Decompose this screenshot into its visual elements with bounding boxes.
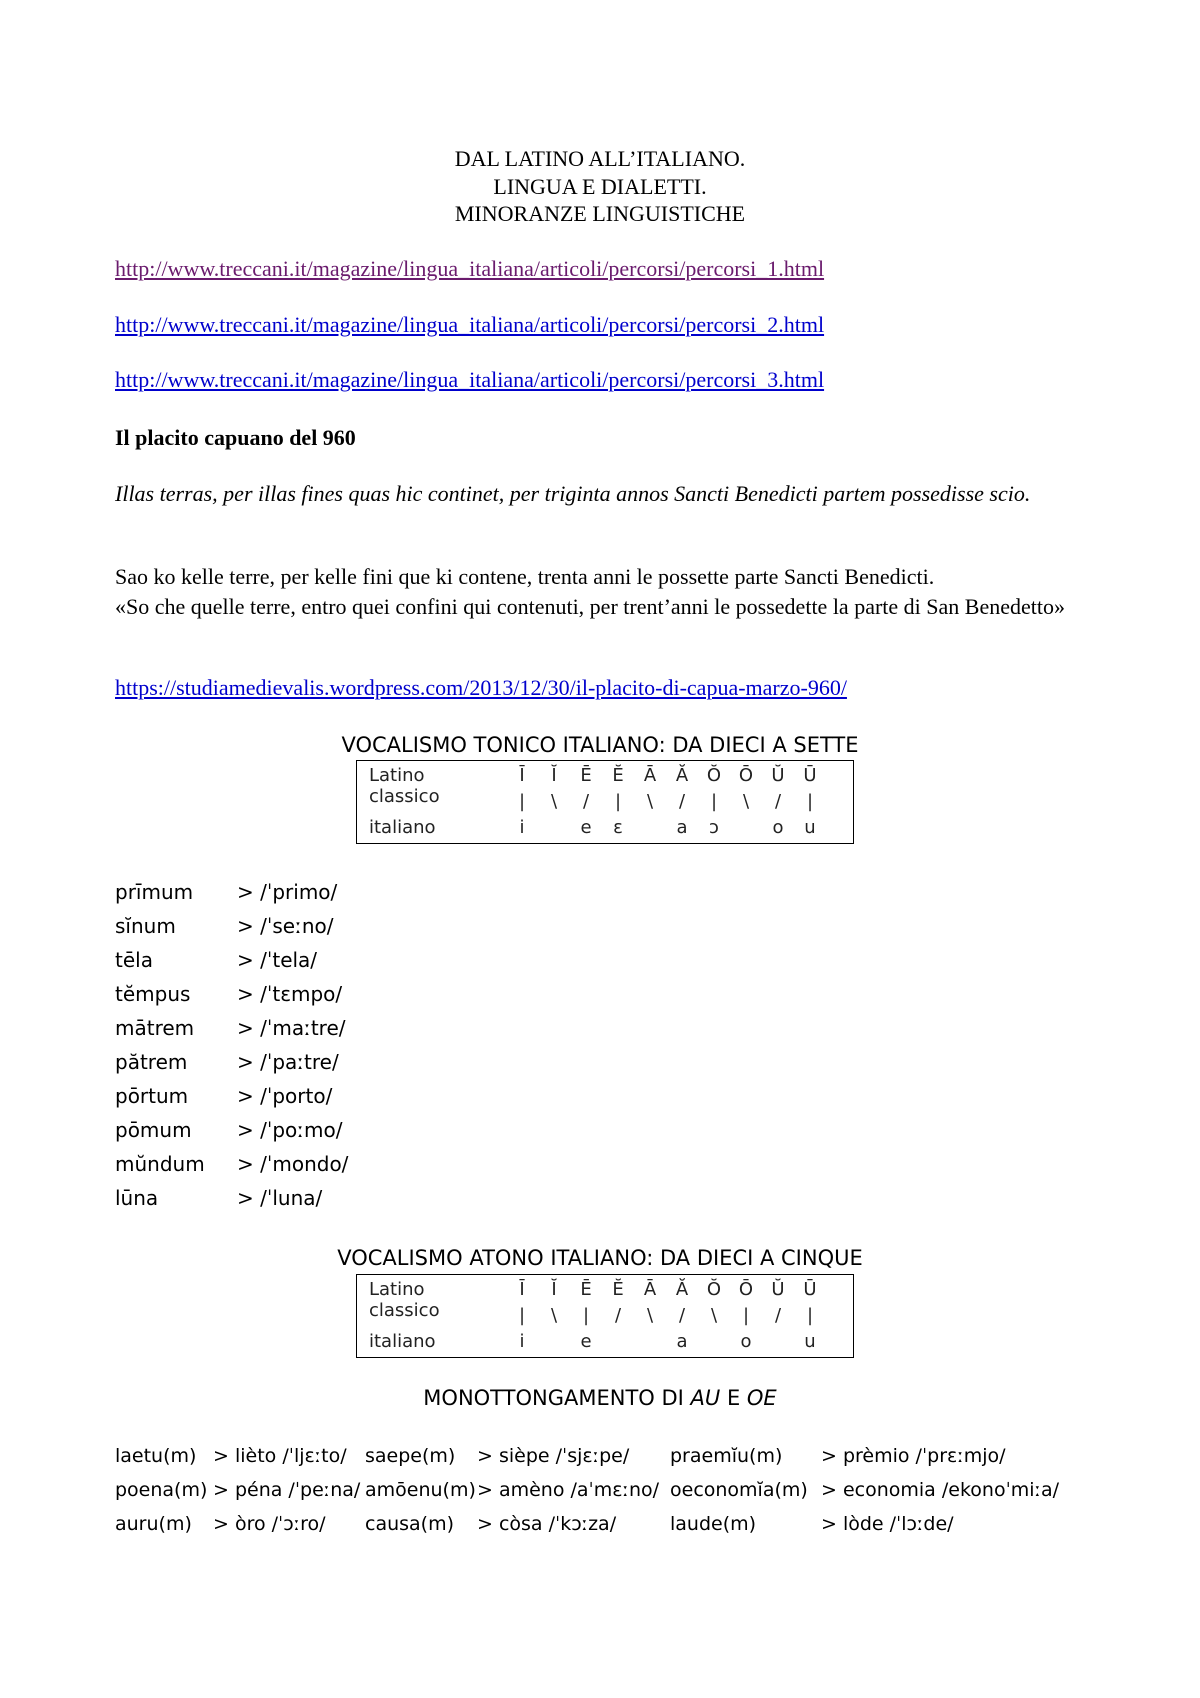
tonico-connectors-cell: / [582,791,590,812]
tonico-italian-cell: o [772,817,784,838]
atono-connectors-cell: / [614,1305,622,1326]
example-latin: lūna [115,1186,159,1210]
tonico-connectors-cell: | [710,791,718,812]
example-latin: mŭndum [115,1152,205,1176]
tonico-latin-cell: Ŭ [771,765,785,786]
monottongamento-latin: oeconomĭa(m) [670,1479,808,1501]
atono-connectors-cell: | [582,1305,590,1326]
example-latin: pōmum [115,1118,192,1142]
monottongamento-and: E [720,1386,747,1410]
tonico-connectors-cell: | [518,791,526,812]
tonico-connectors-cell: | [806,791,814,812]
monottongamento-result: > lòde /ˈlɔːde/ [821,1513,954,1535]
atono-connectors-cell: / [678,1305,686,1326]
atono-connectors-cell: / [774,1305,782,1326]
tonico-italian-cell: i [519,817,525,838]
example-ipa: > /ˈpoːmo/ [237,1118,343,1142]
tonico-connectors-cell: \ [742,791,750,812]
monottongamento-latin: amōenu(m) [365,1479,476,1501]
example-latin: mātrem [115,1016,195,1040]
example-ipa: > /ˈmondo/ [237,1152,349,1176]
tonico-connectors-cell: \ [646,791,654,812]
atono-latin-cell: Ē [580,1279,592,1300]
example-latin: sĭnum [115,914,176,938]
tonico-latin-cell: Ī [519,765,525,786]
example-latin: tĕmpus [115,982,191,1006]
monottongamento-result: > lièto /ˈljɛːto/ [213,1445,347,1467]
tonico-latin-cell: Ū [803,765,817,786]
monottongamento-oe: OE [746,1386,777,1410]
atono-latin-cell: Ŏ [706,1279,722,1300]
tonico-latin-label: Latino classico [369,765,440,807]
example-ipa: > /ˈtela/ [237,948,318,972]
monottongamento-result: > péna /ˈpeːna/ [213,1479,361,1501]
atono-connectors-cell: \ [646,1305,654,1326]
example-ipa: > /ˈseːno/ [237,914,334,938]
atono-latin-label: Latino classico [369,1279,440,1321]
example-ipa: > /ˈporto/ [237,1084,333,1108]
atono-italian-cell: o [740,1331,752,1352]
example-latin: pōrtum [115,1084,189,1108]
atono-latin-cell: Ă [675,1279,689,1300]
tonico-italian-cell: ɛ [613,817,623,838]
treccani-link-1[interactable]: http://www.treccani.it/magazine/lingua_italiana/articoli/percorsi/percorsi_1.html [115,256,825,281]
title-line-2: LINGUA E DIALETTI. [493,174,707,199]
monottongamento-result: > prèmio /ˈprɛːmjo/ [821,1445,1006,1467]
monottongamento-result: > economia /ekonoˈmiːa/ [821,1479,1060,1501]
tonico-latin-cell: Ĕ [612,765,624,786]
atono-italian-cell: u [804,1331,816,1352]
monottongamento-latin: saepe(m) [365,1445,456,1467]
tonico-italian-cell: u [804,817,816,838]
tonico-latin-cell: Ă [675,765,689,786]
treccani-link-2[interactable]: http://www.treccani.it/magazine/lingua_italiana/articoli/percorsi/percorsi_2.html [115,312,825,337]
treccani-link-3[interactable]: http://www.treccani.it/magazine/lingua_italiana/articoli/percorsi/percorsi_3.html [115,367,825,392]
atono-title: VOCALISMO ATONO ITALIANO: DA DIECI A CINQUE [337,1246,863,1270]
tonico-italian-cell: a [676,817,688,838]
tonico-latin-cell: Ŏ [706,765,722,786]
tonico-latin-cell: Ā [643,765,657,786]
tonico-table [356,760,854,844]
atono-table [356,1274,854,1358]
title-line-1: DAL LATINO ALL’ITALIANO. [454,146,746,171]
atono-latin-cell: Ā [643,1279,657,1300]
atono-latin-cell: Ī [519,1279,525,1300]
atono-connectors-cell: | [806,1305,814,1326]
example-ipa: > /ˈpaːtre/ [237,1050,339,1074]
atono-latin-cell: Ĭ [551,1279,557,1300]
monottongamento-latin: laetu(m) [115,1445,197,1467]
tonico-latin-cell: Ĭ [551,765,557,786]
italian-translation: «So che quelle terre, entro quei confini qui contenuti, per trent’anni le possedette la parte di San Benedetto» [115,594,1065,619]
tonico-italian-cell: e [580,817,592,838]
atono-connectors-cell: \ [710,1305,718,1326]
example-latin: prīmum [115,880,194,904]
monottongamento-title-prefix: MONOTTONGAMENTO DI [423,1386,691,1410]
tonico-italian-cell: ɔ [709,817,719,838]
atono-italian-label: italiano [369,1331,436,1352]
example-latin: tēla [115,948,153,972]
monottongamento-latin: laude(m) [670,1513,757,1535]
studiamedievalis-link[interactable]: https://studiamedievalis.wordpress.com/2013/12/30/il-placito-di-capua-marzo-960/ [115,675,847,700]
monottongamento-latin: auru(m) [115,1513,192,1535]
atono-latin-cell: Ŭ [771,1279,785,1300]
monottongamento-title [0,1386,1200,1410]
tonico-title: VOCALISMO TONICO ITALIANO: DA DIECI A SETTE [341,733,859,757]
tonico-latin-cell: Ō [738,765,754,786]
atono-italian-cell: a [676,1331,688,1352]
latin-quote: Illas terras, per illas fines quas hic continet, per triginta annos Sancti Benedicti partem possedisse scio. [115,481,1031,506]
monottongamento-result: > còsa /ˈkɔːza/ [477,1513,617,1535]
tonico-connectors-cell: | [614,791,622,812]
monottongamento-au: AU [690,1386,721,1410]
tonico-connectors-cell: / [774,791,782,812]
example-ipa: > /ˈluna/ [237,1186,323,1210]
monottongamento-result: > òro /ˈɔːro/ [213,1513,326,1535]
tonico-connectors-cell: \ [550,791,558,812]
atono-connectors-cell: | [518,1305,526,1326]
monottongamento-latin: praemĭu(m) [670,1445,783,1467]
tonico-latin-cell: Ē [580,765,592,786]
title-line-3: MINORANZE LINGUISTICHE [454,201,746,226]
tonico-italian-label: italiano [369,817,436,838]
atono-latin-cell: Ō [738,1279,754,1300]
monottongamento-result: > sièpe /ˈsjɛːpe/ [477,1445,630,1467]
monottongamento-latin: poena(m) [115,1479,208,1501]
monottongamento-result: > amèno /aˈmɛːno/ [477,1479,660,1501]
atono-connectors-cell: \ [550,1305,558,1326]
atono-connectors-cell: | [742,1305,750,1326]
example-ipa: > /ˈtɛmpo/ [237,982,343,1006]
atono-latin-cell: Ĕ [612,1279,624,1300]
example-ipa: > /ˈprimo/ [237,880,338,904]
example-ipa: > /ˈmaːtre/ [237,1016,346,1040]
atono-italian-cell: i [519,1331,525,1352]
atono-latin-cell: Ū [803,1279,817,1300]
monottongamento-latin: causa(m) [365,1513,455,1535]
placito-heading: Il placito capuano del 960 [115,425,356,450]
atono-italian-cell: e [580,1331,592,1352]
volgare-text: Sao ko kelle terre, per kelle fini que ki contene, trenta anni le possette parte Sancti Benedicti. [115,564,935,589]
example-latin: pătrem [115,1050,188,1074]
tonico-connectors-cell: / [678,791,686,812]
